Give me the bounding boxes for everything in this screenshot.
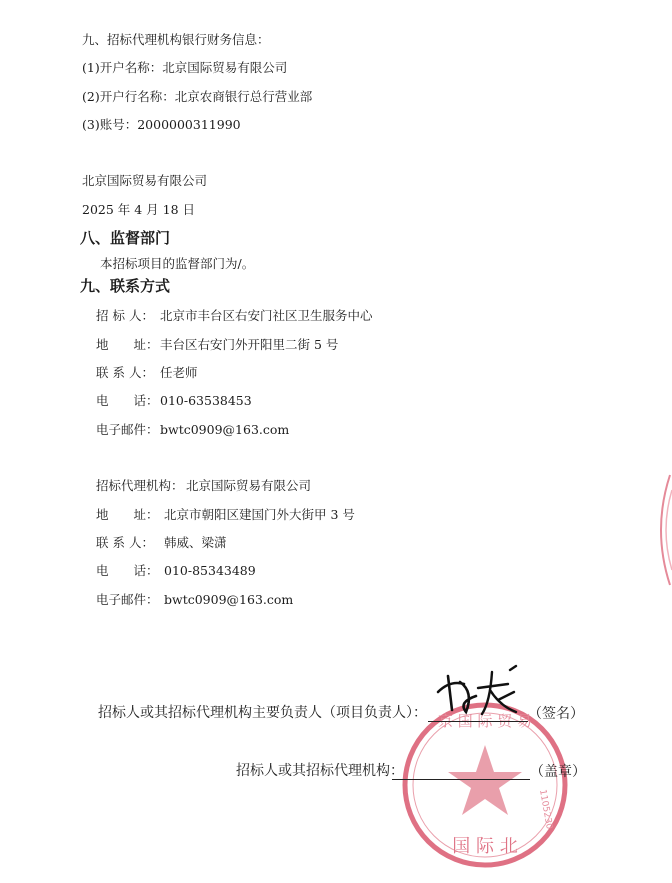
bank-name: (2)开户行名称：北京农商银行总行营业部 xyxy=(82,89,313,104)
tenderer-address: 丰台区右安门外开阳里二街 5 号 xyxy=(160,337,339,352)
finance-heading: 九、招标代理机构银行财务信息： xyxy=(82,32,270,47)
agency-name-label: 招标代理机构： xyxy=(96,478,184,493)
section8-heading: 八、监督部门 xyxy=(80,229,171,247)
issuer-company: 北京国际贸易有限公司 xyxy=(82,173,208,188)
partial-seal-edge xyxy=(650,470,672,590)
tenderer-phone: 010-63538453 xyxy=(160,393,252,408)
agency-email: bwtc0909@163.com xyxy=(164,592,294,607)
agency-address: 北京市朝阳区建国门外大街甲 3 号 xyxy=(164,507,355,522)
svg-text:京 国 际 贸 易: 京 国 际 贸 易 xyxy=(437,712,533,730)
tenderer-phone-label: 电 话： xyxy=(96,393,159,408)
agency-contact: 韩威、梁潇 xyxy=(164,535,227,550)
agency-phone-label: 电 话： xyxy=(96,563,159,578)
tenderer-address-label: 地 址： xyxy=(96,337,159,352)
account-name: (1)开户名称：北京国际贸易有限公司 xyxy=(82,60,288,75)
agency-email-label: 电子邮件： xyxy=(96,592,159,607)
tenderer-name: 北京市丰台区右安门社区卫生服务中心 xyxy=(160,308,373,323)
svg-text:1105230: 1105230 xyxy=(537,788,554,831)
agency-name: 北京国际贸易有限公司 xyxy=(186,478,312,493)
agency-contact-label: 联 系 人： xyxy=(96,535,154,550)
handwritten-signature xyxy=(430,662,530,722)
agency-address-label: 地 址： xyxy=(96,507,159,522)
agency-phone: 010-85343489 xyxy=(164,563,256,578)
account-number: (3)账号：2000000311990 xyxy=(82,117,241,132)
seal-suffix: （盖章） xyxy=(530,764,586,780)
svg-text:国 际 北: 国 际 北 xyxy=(452,836,518,857)
sign-suffix: （签名） xyxy=(528,706,584,722)
tenderer-name-label: 招 标 人： xyxy=(96,308,154,323)
tenderer-email: bwtc0909@163.com xyxy=(160,422,290,437)
seal-line xyxy=(392,779,530,780)
institution-label: 招标人或其招标代理机构： xyxy=(236,763,404,779)
responsible-person-label: 招标人或其招标代理机构主要负责人（项目负责人）： xyxy=(98,705,427,721)
tenderer-email-label: 电子邮件： xyxy=(96,422,159,437)
tenderer-contact-label: 联 系 人： xyxy=(96,365,154,380)
section8-body: 本招标项目的监督部门为/。 xyxy=(100,256,255,271)
section9-heading: 九、联系方式 xyxy=(80,277,171,295)
issuer-date: 2025 年 4 月 18 日 xyxy=(82,202,196,217)
tenderer-contact: 任老师 xyxy=(160,365,198,380)
